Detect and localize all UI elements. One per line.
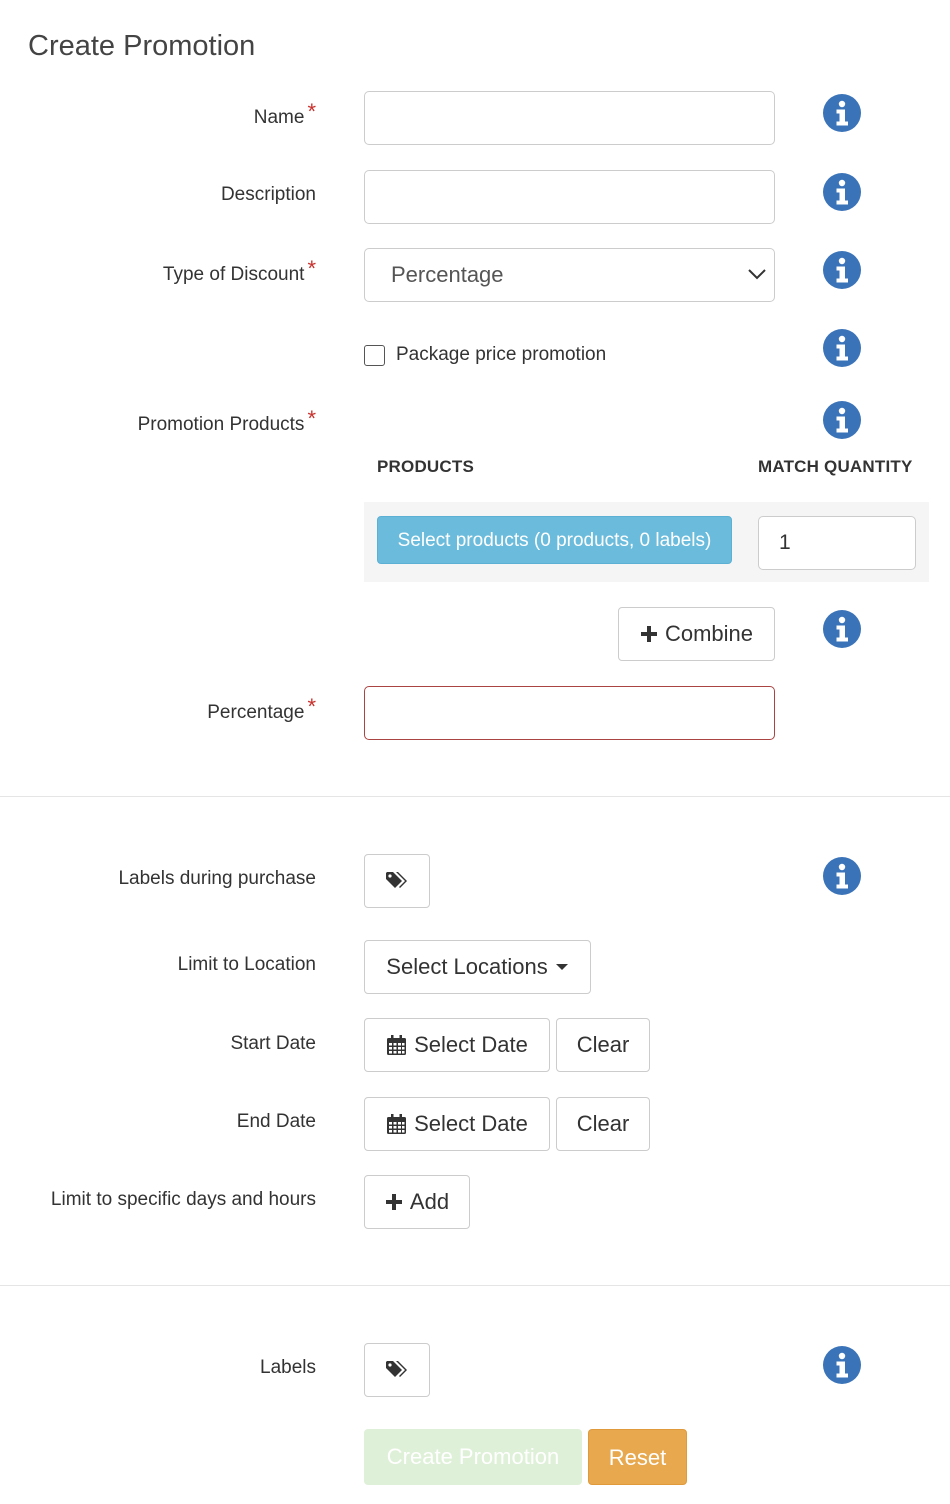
package-price-label[interactable]: Package price promotion [396,344,607,365]
tags-icon [385,871,409,891]
info-circle-icon[interactable] [822,609,862,649]
end-date-label: End Date [236,1111,316,1132]
info-circle-icon[interactable] [822,93,862,133]
labels-during-purchase-button[interactable] [364,854,430,908]
info-circle-icon[interactable] [822,172,862,212]
match-quantity-input[interactable] [758,516,916,570]
type-of-discount-label: Type of Discount * [162,256,316,285]
products-column-header: PRODUCTS [377,457,474,476]
select-locations-button[interactable]: Select Locations [364,940,591,994]
select-products-button[interactable]: Select products (0 products, 0 labels) [377,516,732,564]
match-quantity-column-header: MATCH QUANTITY [758,457,913,476]
selected-value: Percentage [391,262,504,287]
percentage-label: Percentage * [207,694,316,723]
package-price-checkbox[interactable] [364,345,385,366]
limit-days-hours-label: Limit to specific days and hours [50,1189,316,1210]
info-circle-icon[interactable] [822,856,862,896]
combine-button[interactable]: Combine [618,607,775,661]
info-circle-icon[interactable] [822,1345,862,1385]
name-input[interactable] [364,91,775,145]
name-label: Name * [253,99,316,128]
plus-icon [385,1193,403,1211]
labels-during-purchase-label: Labels during purchase [118,868,316,889]
info-circle-icon[interactable] [822,328,862,368]
start-date-select-button[interactable]: Select Date [364,1018,550,1072]
info-circle-icon[interactable] [822,400,862,440]
promotion-products-label: Promotion Products * [137,406,316,435]
percentage-input[interactable] [364,686,775,740]
required-mark: * [307,256,316,281]
description-input[interactable] [364,170,775,224]
plus-icon [640,625,658,643]
calendar-icon [386,1113,407,1135]
start-date-label: Start Date [230,1033,316,1054]
page-title: Create Promotion [28,30,256,62]
limit-to-location-label: Limit to Location [177,954,316,975]
calendar-icon [386,1034,407,1056]
caret-down-icon [555,963,569,971]
type-of-discount-select[interactable] [364,248,775,302]
description-label: Description [220,184,316,205]
labels-label: Labels [260,1357,316,1378]
end-date-select-button[interactable]: Select Date [364,1097,550,1151]
labels-button[interactable] [364,1343,430,1397]
required-mark: * [307,406,316,431]
tags-icon [385,1360,409,1380]
info-circle-icon[interactable] [822,250,862,290]
chevron-down-icon [748,267,766,281]
add-days-hours-button[interactable]: Add [364,1175,470,1229]
end-date-clear-button[interactable]: Clear [556,1097,650,1151]
section-divider [0,796,950,797]
required-mark: * [307,99,316,124]
start-date-clear-button[interactable]: Clear [556,1018,650,1072]
required-mark: * [307,694,316,719]
create-promotion-button[interactable]: Create Promotion [364,1429,582,1485]
reset-button[interactable]: Reset [588,1429,687,1485]
section-divider [0,1285,950,1286]
